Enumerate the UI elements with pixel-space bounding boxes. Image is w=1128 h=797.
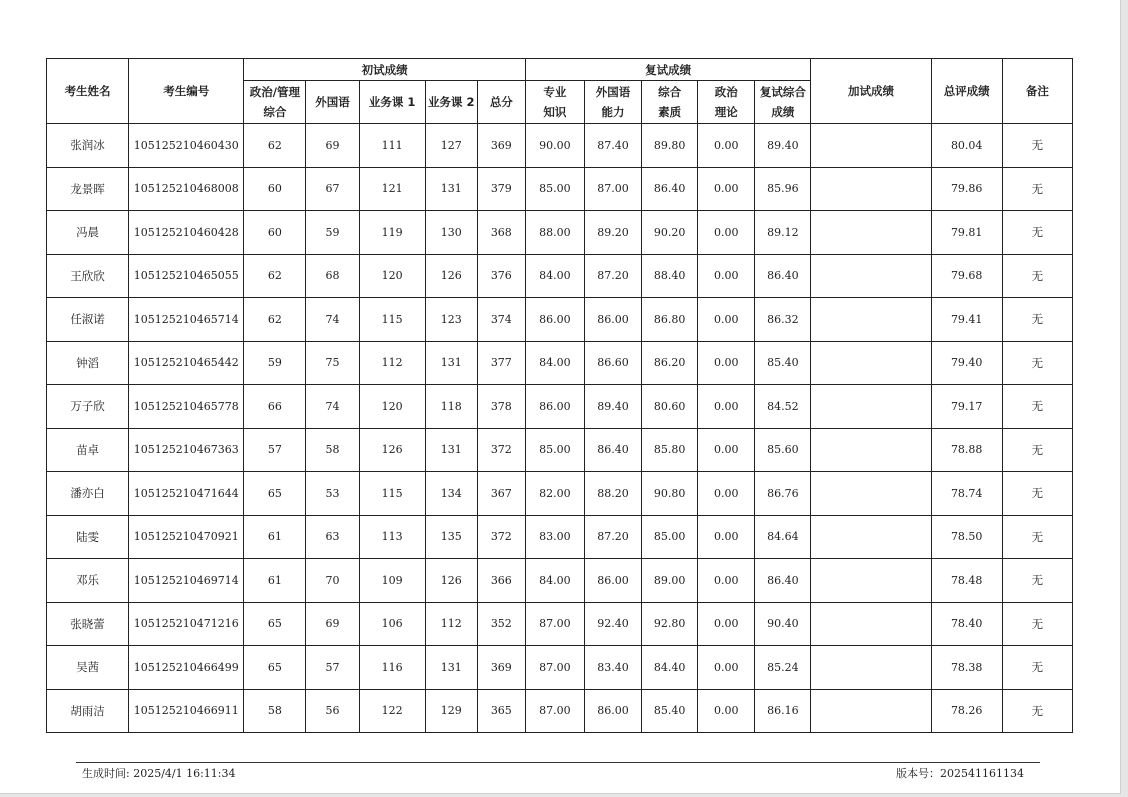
- cell-remark: 无: [1002, 428, 1072, 472]
- header-course2: 业务课 2: [425, 81, 477, 124]
- cell-course2: 129: [425, 689, 477, 733]
- cell-total: 374: [477, 298, 525, 342]
- cell-lang-ability: 89.40: [584, 385, 641, 429]
- cell-foreign: 74: [306, 298, 359, 342]
- cell-major: 87.00: [525, 646, 584, 690]
- cell-lang-ability: 87.40: [584, 124, 641, 168]
- cell-total: 369: [477, 124, 525, 168]
- cell-extra: [811, 602, 931, 646]
- cell-final: 80.04: [931, 124, 1002, 168]
- cell-extra: [811, 559, 931, 603]
- cell-extra: [811, 341, 931, 385]
- cell-lang-ability: 86.00: [584, 559, 641, 603]
- cell-final: 78.48: [931, 559, 1002, 603]
- cell-course2: 126: [425, 254, 477, 298]
- cell-retest: 86.40: [755, 559, 811, 603]
- cell-politics: 62: [244, 254, 306, 298]
- cell-id: 105125210466499: [129, 646, 244, 690]
- cell-remark: 无: [1002, 341, 1072, 385]
- cell-lang-ability: 86.40: [584, 428, 641, 472]
- cell-quality: 89.00: [642, 559, 698, 603]
- cell-final: 79.17: [931, 385, 1002, 429]
- cell-name: 潘亦白: [47, 472, 129, 516]
- cell-theory: 0.00: [698, 689, 755, 733]
- cell-course1: 111: [359, 124, 425, 168]
- table-row: [47, 602, 1073, 646]
- cell-retest: 89.40: [755, 124, 811, 168]
- cell-retest: 90.40: [755, 602, 811, 646]
- cell-quality: 92.80: [642, 602, 698, 646]
- cell-id: 105125210466911: [129, 689, 244, 733]
- cell-final: 79.41: [931, 298, 1002, 342]
- cell-course2: 126: [425, 559, 477, 603]
- cell-quality: 86.80: [642, 298, 698, 342]
- cell-major: 84.00: [525, 254, 584, 298]
- header-remark: 备注: [1002, 59, 1072, 124]
- cell-foreign: 70: [306, 559, 359, 603]
- cell-lang-ability: 88.20: [584, 472, 641, 516]
- cell-theory: 0.00: [698, 298, 755, 342]
- cell-total: 377: [477, 341, 525, 385]
- table-header: [47, 59, 1073, 124]
- footer-version: 版本号：202541161134: [896, 767, 1024, 780]
- header-total-eval: 总评成绩: [931, 59, 1002, 124]
- table-row: [47, 646, 1073, 690]
- cell-retest: 86.16: [755, 689, 811, 733]
- cell-foreign: 69: [306, 602, 359, 646]
- cell-retest: 85.24: [755, 646, 811, 690]
- score-table: [46, 58, 1073, 733]
- cell-major: 87.00: [525, 689, 584, 733]
- cell-id: 105125210465055: [129, 254, 244, 298]
- header-name: 考生姓名: [47, 59, 129, 124]
- cell-course2: 123: [425, 298, 477, 342]
- cell-course1: 112: [359, 341, 425, 385]
- cell-foreign: 58: [306, 428, 359, 472]
- cell-id: 105125210470921: [129, 515, 244, 559]
- cell-retest: 85.60: [755, 428, 811, 472]
- cell-total: 365: [477, 689, 525, 733]
- cell-final: 78.74: [931, 472, 1002, 516]
- cell-theory: 0.00: [698, 602, 755, 646]
- footer-generated-time: 生成时间: 2025/4/1 16:11:34: [82, 767, 236, 780]
- cell-id: 105125210465714: [129, 298, 244, 342]
- cell-major: 90.00: [525, 124, 584, 168]
- cell-quality: 85.80: [642, 428, 698, 472]
- cell-final: 79.68: [931, 254, 1002, 298]
- cell-course1: 120: [359, 254, 425, 298]
- table-row: [47, 385, 1073, 429]
- cell-course1: 115: [359, 472, 425, 516]
- cell-extra: [811, 428, 931, 472]
- cell-remark: 无: [1002, 124, 1072, 168]
- table-row: [47, 559, 1073, 603]
- cell-final: 79.40: [931, 341, 1002, 385]
- cell-quality: 84.40: [642, 646, 698, 690]
- cell-final: 78.40: [931, 602, 1002, 646]
- cell-extra: [811, 689, 931, 733]
- cell-course2: 135: [425, 515, 477, 559]
- cell-foreign: 75: [306, 341, 359, 385]
- cell-extra: [811, 646, 931, 690]
- cell-theory: 0.00: [698, 472, 755, 516]
- cell-course1: 116: [359, 646, 425, 690]
- cell-remark: 无: [1002, 646, 1072, 690]
- cell-major: 88.00: [525, 211, 584, 255]
- cell-foreign: 74: [306, 385, 359, 429]
- header-total: 总分: [477, 81, 525, 124]
- table-row: [47, 689, 1073, 733]
- cell-foreign: 57: [306, 646, 359, 690]
- cell-major: 86.00: [525, 385, 584, 429]
- cell-id: 105125210471216: [129, 602, 244, 646]
- cell-course1: 119: [359, 211, 425, 255]
- cell-course2: 131: [425, 167, 477, 211]
- header-major: 专业 知识: [525, 81, 584, 124]
- cell-quality: 86.20: [642, 341, 698, 385]
- table-body: [47, 124, 1073, 733]
- cell-retest: 85.96: [755, 167, 811, 211]
- cell-name: 吴茜: [47, 646, 129, 690]
- cell-total: 372: [477, 515, 525, 559]
- cell-course1: 115: [359, 298, 425, 342]
- cell-id: 105125210467363: [129, 428, 244, 472]
- cell-quality: 90.20: [642, 211, 698, 255]
- cell-major: 85.00: [525, 167, 584, 211]
- cell-lang-ability: 87.20: [584, 254, 641, 298]
- header-prelim-group: 初试成绩: [244, 59, 526, 81]
- table-row: [47, 298, 1073, 342]
- cell-foreign: 63: [306, 515, 359, 559]
- header-extra: 加试成绩: [811, 59, 931, 124]
- cell-foreign: 53: [306, 472, 359, 516]
- cell-course2: 127: [425, 124, 477, 168]
- cell-politics: 66: [244, 385, 306, 429]
- cell-name: 苗卓: [47, 428, 129, 472]
- cell-theory: 0.00: [698, 646, 755, 690]
- cell-remark: 无: [1002, 298, 1072, 342]
- cell-politics: 65: [244, 472, 306, 516]
- cell-course2: 131: [425, 341, 477, 385]
- cell-politics: 60: [244, 167, 306, 211]
- cell-politics: 65: [244, 646, 306, 690]
- cell-politics: 58: [244, 689, 306, 733]
- cell-retest: 86.40: [755, 254, 811, 298]
- cell-name: 邓乐: [47, 559, 129, 603]
- cell-total: 366: [477, 559, 525, 603]
- cell-foreign: 56: [306, 689, 359, 733]
- cell-extra: [811, 124, 931, 168]
- header-foreign: 外国语: [306, 81, 359, 124]
- cell-name: 龙景晖: [47, 167, 129, 211]
- cell-theory: 0.00: [698, 559, 755, 603]
- cell-foreign: 68: [306, 254, 359, 298]
- cell-remark: 无: [1002, 689, 1072, 733]
- cell-politics: 61: [244, 515, 306, 559]
- cell-major: 85.00: [525, 428, 584, 472]
- cell-name: 万子欣: [47, 385, 129, 429]
- cell-course1: 122: [359, 689, 425, 733]
- cell-politics: 62: [244, 298, 306, 342]
- footer-divider: [76, 762, 1040, 763]
- cell-final: 78.38: [931, 646, 1002, 690]
- cell-name: 张晓蕾: [47, 602, 129, 646]
- cell-retest: 89.12: [755, 211, 811, 255]
- cell-remark: 无: [1002, 385, 1072, 429]
- cell-course1: 113: [359, 515, 425, 559]
- cell-total: 378: [477, 385, 525, 429]
- cell-remark: 无: [1002, 515, 1072, 559]
- cell-total: 376: [477, 254, 525, 298]
- cell-theory: 0.00: [698, 124, 755, 168]
- cell-extra: [811, 254, 931, 298]
- cell-course2: 112: [425, 602, 477, 646]
- cell-total: 368: [477, 211, 525, 255]
- cell-course1: 126: [359, 428, 425, 472]
- cell-total: 369: [477, 646, 525, 690]
- cell-course2: 131: [425, 646, 477, 690]
- cell-theory: 0.00: [698, 428, 755, 472]
- table-row: [47, 167, 1073, 211]
- cell-final: 79.81: [931, 211, 1002, 255]
- cell-theory: 0.00: [698, 385, 755, 429]
- cell-lang-ability: 92.40: [584, 602, 641, 646]
- cell-major: 87.00: [525, 602, 584, 646]
- cell-politics: 60: [244, 211, 306, 255]
- cell-id: 105125210460430: [129, 124, 244, 168]
- cell-quality: 86.40: [642, 167, 698, 211]
- cell-retest: 86.32: [755, 298, 811, 342]
- cell-total: 372: [477, 428, 525, 472]
- cell-name: 胡雨洁: [47, 689, 129, 733]
- cell-theory: 0.00: [698, 167, 755, 211]
- cell-extra: [811, 515, 931, 559]
- table-row: [47, 515, 1073, 559]
- header-retest-score: 复试综合 成绩: [755, 81, 811, 124]
- header-theory: 政治 理论: [698, 81, 755, 124]
- table-row: [47, 428, 1073, 472]
- cell-id: 105125210471644: [129, 472, 244, 516]
- cell-lang-ability: 86.00: [584, 298, 641, 342]
- table-row: [47, 472, 1073, 516]
- cell-major: 83.00: [525, 515, 584, 559]
- cell-id: 105125210465442: [129, 341, 244, 385]
- cell-course1: 106: [359, 602, 425, 646]
- cell-quality: 85.40: [642, 689, 698, 733]
- cell-retest: 86.76: [755, 472, 811, 516]
- cell-remark: 无: [1002, 472, 1072, 516]
- cell-course2: 131: [425, 428, 477, 472]
- cell-name: 钟滔: [47, 341, 129, 385]
- cell-theory: 0.00: [698, 211, 755, 255]
- cell-major: 84.00: [525, 341, 584, 385]
- cell-major: 84.00: [525, 559, 584, 603]
- cell-extra: [811, 167, 931, 211]
- cell-foreign: 69: [306, 124, 359, 168]
- cell-name: 张润冰: [47, 124, 129, 168]
- cell-id: 105125210469714: [129, 559, 244, 603]
- cell-name: 冯晨: [47, 211, 129, 255]
- cell-politics: 59: [244, 341, 306, 385]
- header-politics: 政治/管理 综合: [244, 81, 306, 124]
- cell-total: 352: [477, 602, 525, 646]
- header-lang-ability: 外国语 能力: [584, 81, 641, 124]
- cell-quality: 89.80: [642, 124, 698, 168]
- cell-course2: 134: [425, 472, 477, 516]
- cell-theory: 0.00: [698, 515, 755, 559]
- cell-total: 379: [477, 167, 525, 211]
- header-retest-group: 复试成绩: [525, 59, 811, 81]
- cell-major: 82.00: [525, 472, 584, 516]
- table-row: [47, 211, 1073, 255]
- cell-quality: 80.60: [642, 385, 698, 429]
- cell-course1: 109: [359, 559, 425, 603]
- cell-extra: [811, 211, 931, 255]
- cell-id: 105125210465778: [129, 385, 244, 429]
- header-course1: 业务课 1: [359, 81, 425, 124]
- cell-theory: 0.00: [698, 254, 755, 298]
- cell-quality: 90.80: [642, 472, 698, 516]
- cell-id: 105125210468008: [129, 167, 244, 211]
- cell-final: 78.88: [931, 428, 1002, 472]
- cell-lang-ability: 83.40: [584, 646, 641, 690]
- cell-lang-ability: 89.20: [584, 211, 641, 255]
- cell-extra: [811, 298, 931, 342]
- cell-remark: 无: [1002, 602, 1072, 646]
- cell-name: 陆雯: [47, 515, 129, 559]
- cell-name: 王欣欣: [47, 254, 129, 298]
- cell-final: 78.50: [931, 515, 1002, 559]
- cell-course1: 121: [359, 167, 425, 211]
- cell-politics: 61: [244, 559, 306, 603]
- cell-foreign: 59: [306, 211, 359, 255]
- cell-retest: 84.52: [755, 385, 811, 429]
- cell-extra: [811, 385, 931, 429]
- cell-lang-ability: 86.60: [584, 341, 641, 385]
- cell-lang-ability: 87.00: [584, 167, 641, 211]
- cell-remark: 无: [1002, 167, 1072, 211]
- header-quality: 综合 素质: [642, 81, 698, 124]
- cell-extra: [811, 472, 931, 516]
- cell-final: 79.86: [931, 167, 1002, 211]
- cell-course1: 120: [359, 385, 425, 429]
- cell-foreign: 67: [306, 167, 359, 211]
- cell-quality: 88.40: [642, 254, 698, 298]
- header-id: 考生编号: [129, 59, 244, 124]
- table-row: [47, 254, 1073, 298]
- cell-quality: 85.00: [642, 515, 698, 559]
- cell-remark: 无: [1002, 211, 1072, 255]
- cell-course2: 118: [425, 385, 477, 429]
- cell-theory: 0.00: [698, 341, 755, 385]
- cell-id: 105125210460428: [129, 211, 244, 255]
- cell-politics: 62: [244, 124, 306, 168]
- cell-retest: 84.64: [755, 515, 811, 559]
- table-row: [47, 124, 1073, 168]
- cell-name: 任淑诺: [47, 298, 129, 342]
- cell-politics: 57: [244, 428, 306, 472]
- cell-lang-ability: 87.20: [584, 515, 641, 559]
- cell-remark: 无: [1002, 254, 1072, 298]
- cell-retest: 85.40: [755, 341, 811, 385]
- cell-course2: 130: [425, 211, 477, 255]
- cell-lang-ability: 86.00: [584, 689, 641, 733]
- cell-major: 86.00: [525, 298, 584, 342]
- cell-politics: 65: [244, 602, 306, 646]
- cell-total: 367: [477, 472, 525, 516]
- cell-remark: 无: [1002, 559, 1072, 603]
- table-row: [47, 341, 1073, 385]
- cell-final: 78.26: [931, 689, 1002, 733]
